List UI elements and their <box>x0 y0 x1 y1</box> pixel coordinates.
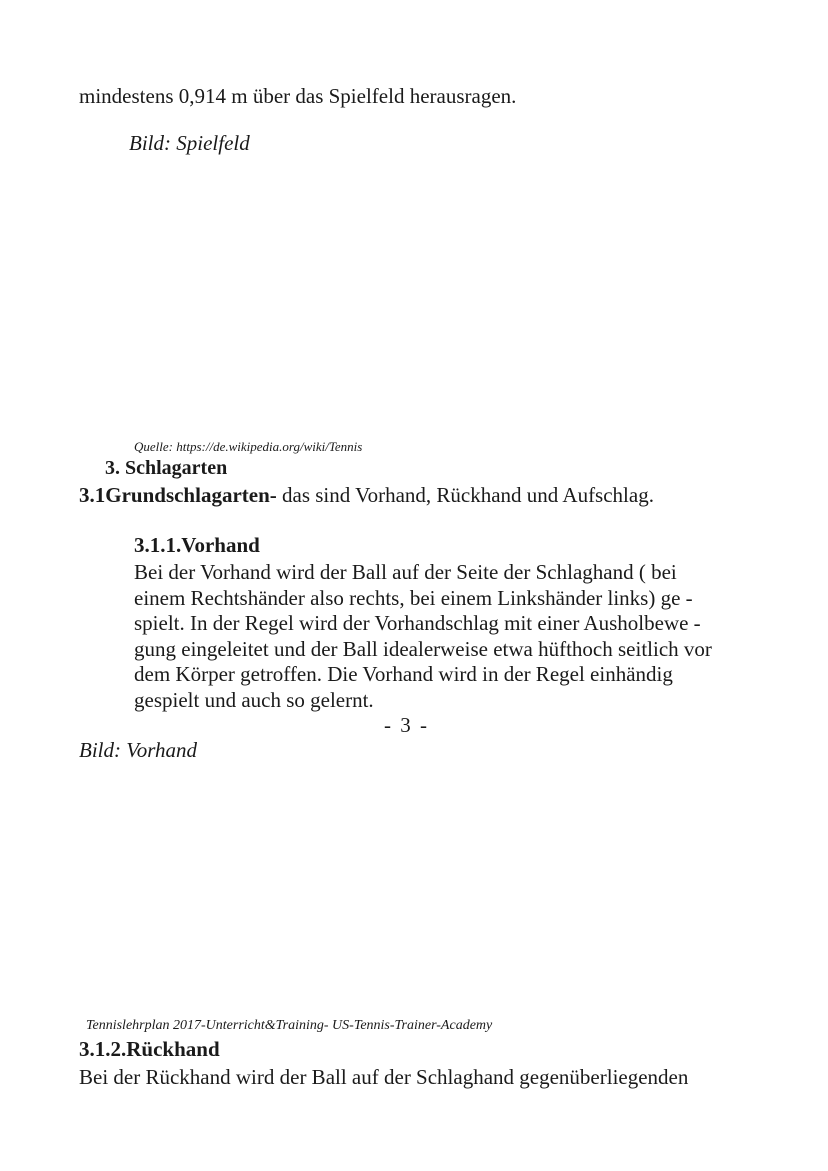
subsection-title: 3.1Grundschlagarten- <box>79 483 277 507</box>
paragraph-line: gespielt und auch so gelernt. <box>134 687 374 712</box>
intro-line: mindestens 0,914 m über das Spielfeld herausragen. <box>79 84 517 108</box>
subsection-line <box>79 482 654 508</box>
paragraph-line: Bei der Vorhand wird der Ball auf der Seite der Schlaghand ( bei <box>134 560 677 584</box>
vorhand-heading: 3.1.1.Vorhand <box>134 533 260 557</box>
page-number: - 3 - <box>384 713 429 737</box>
section-heading: 3. Schlagarten <box>105 457 228 479</box>
vorhand-paragraph <box>134 560 774 714</box>
paragraph-line: einem Rechtshänder also rechts, bei einem Linkshänder links) ge - <box>134 585 693 610</box>
figure-caption-vorhand: Bild: Vorhand <box>79 738 198 762</box>
paragraph-line: gung eingeleitet und der Ball idealerweise etwa hüfthoch seitlich vor <box>134 636 712 661</box>
paragraph-line: dem Körper getroffen. Die Vorhand wird in der Regel einhändig <box>134 662 673 687</box>
rueckhand-text: Bei der Rückhand wird der Ball auf der Schlaghand gegenüberliegenden <box>79 1065 689 1089</box>
subsection-description: das sind Vorhand, Rückhand und Aufschlag. <box>276 483 654 507</box>
page-footer: Tennislehrplan 2017-Unterricht&Training- US-Tennis-Trainer-Academy <box>86 1018 493 1033</box>
paragraph-line: spielt. In der Regel wird der Vorhandschlag mit einer Ausholbewe - <box>134 611 701 636</box>
figure-caption-spielfeld: Bild: Spielfeld <box>129 131 250 155</box>
rueckhand-heading: 3.1.2.Rückhand <box>79 1037 220 1061</box>
figure-source-spielfeld: Quelle: https://de.wikipedia.org/wiki/Tennis <box>134 439 363 454</box>
